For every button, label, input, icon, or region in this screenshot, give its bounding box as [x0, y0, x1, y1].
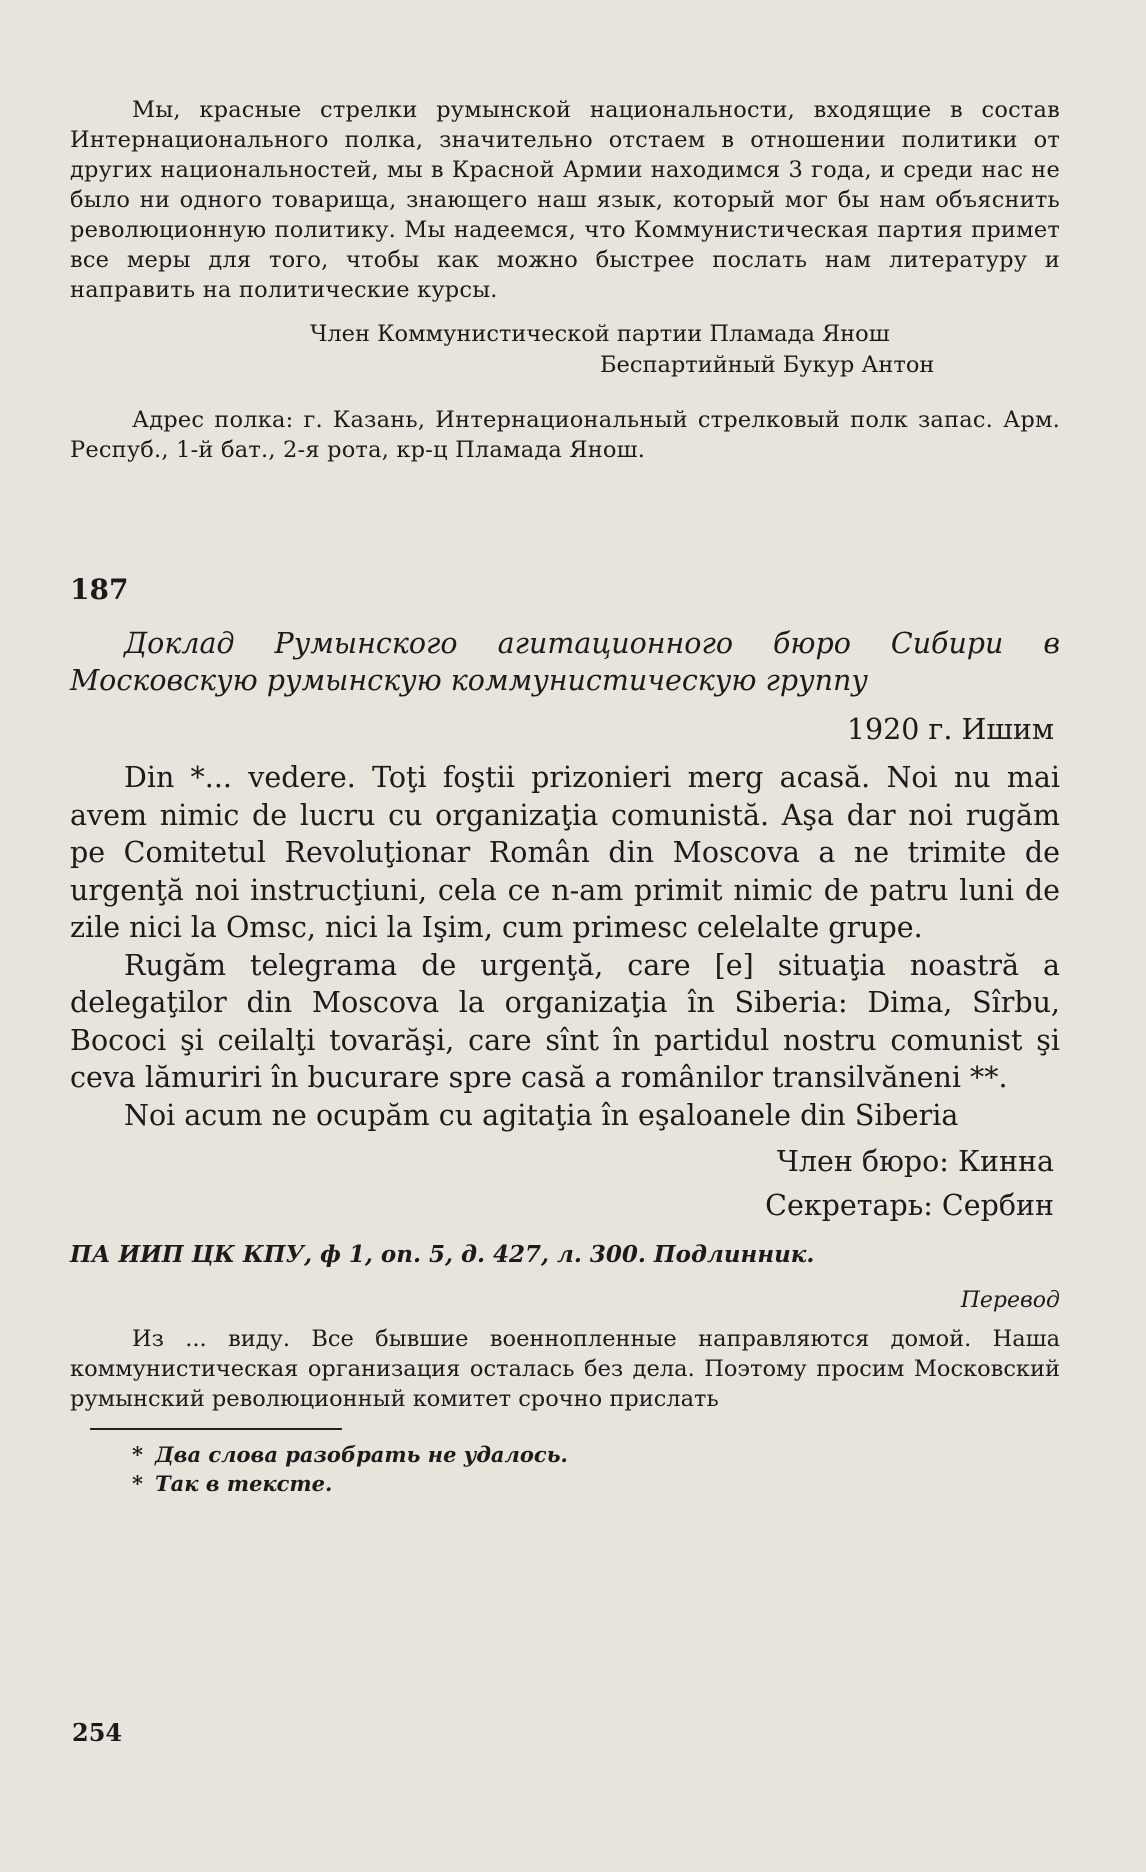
footnote-1	[132, 1440, 1060, 1469]
footnote-2-text: Так в тексте.	[154, 1471, 333, 1496]
signature-line-2: Беспартийный Букур Антон	[600, 352, 935, 378]
page-number: 254	[72, 1718, 123, 1747]
intro-paragraph: Мы, красные стрелки румынской национальности, входящие в состав Интернационального полка, значительно отстаем в отношении политики от других национальностей, мы в Красной Армии находимся 3 года, и среди нас не было ни одного товарища, знающего наш язык, который мог бы нам объяснить революционную политику. Мы надеемся, что Коммунистическая партия примет все меры для того, чтобы как можно быстрее послать нам литературу и направить на политические курсы.	[70, 97, 1060, 303]
romanian-paragraph-2: Rugăm telegrama de urgenţă, care [e] situaţia noastră a delegaţilor din Moscova la organizaţia în Siberia: Dima, Sîrbu, Bococi şi ceilalţi tovarăşi, care sînt în partidul nostru comunist şi ceva lămuriri în bucurare spre casă a românilor transilvăneni **.	[70, 948, 1060, 1094]
translation-paragraph: Из ... виду. Все бывшие военнопленные направляются домой. Наша коммунистическая организация осталась без дела. Поэтому просим Московский румынский революционный комитет срочно прислать	[70, 1326, 1060, 1412]
regiment-address: Адрес полка: г. Казань, Интернациональный стрелковый полк запас. Арм. Респуб., 1-й бат., 2-я рота, кр-ц Пламада Янош.	[70, 407, 1060, 463]
romanian-signature-2: Секретарь: Сербин	[765, 1189, 1054, 1222]
romanian-paragraph-3: Noi acum ne ocupăm cu agitaţia în eşaloanele din Siberia	[124, 1098, 959, 1132]
footnote-1-text: Два слова разобрать не удалось.	[154, 1442, 568, 1467]
romanian-signature-1: Член бюро: Кинна	[776, 1145, 1054, 1178]
intro-signatures	[70, 319, 1060, 381]
footnote-1-mark: *	[132, 1442, 143, 1467]
document-title: Доклад Румынского агитационного бюро Сибири в Московскую румынскую коммунистическую группу	[70, 627, 1060, 697]
romanian-signatures	[70, 1140, 1060, 1228]
archive-reference: ПА ИИП ЦК КПУ, ф 1, оп. 5, д. 427, л. 300. Подлинник.	[70, 1241, 815, 1268]
document-number: 187	[70, 573, 129, 606]
signature-line-1: Член Коммунистической партии Пламада Янош	[310, 321, 890, 347]
footnote-2-mark: *	[132, 1471, 143, 1496]
romanian-paragraph-1: Din *... vedere. Toţi foştii prizonieri merg acasă. Noi nu mai avem nimic de lucru cu organizaţia comunistă. Aşa dar noi rugăm pe Comitetul Revoluţionar Român din Moscova a ne trimite de urgenţă noi instrucţiuni, cela ce n-am primit nimic de patru luni de zile nici la Omsc, nici la Işim, cum primesc celelalte grupe.	[70, 761, 1060, 944]
footnote-2	[132, 1469, 1060, 1498]
footnote-divider	[90, 1428, 342, 1430]
date-place: 1920 г. Ишим	[846, 713, 1054, 746]
translation-label: Перевод	[960, 1288, 1060, 1313]
footnotes	[132, 1440, 1060, 1498]
